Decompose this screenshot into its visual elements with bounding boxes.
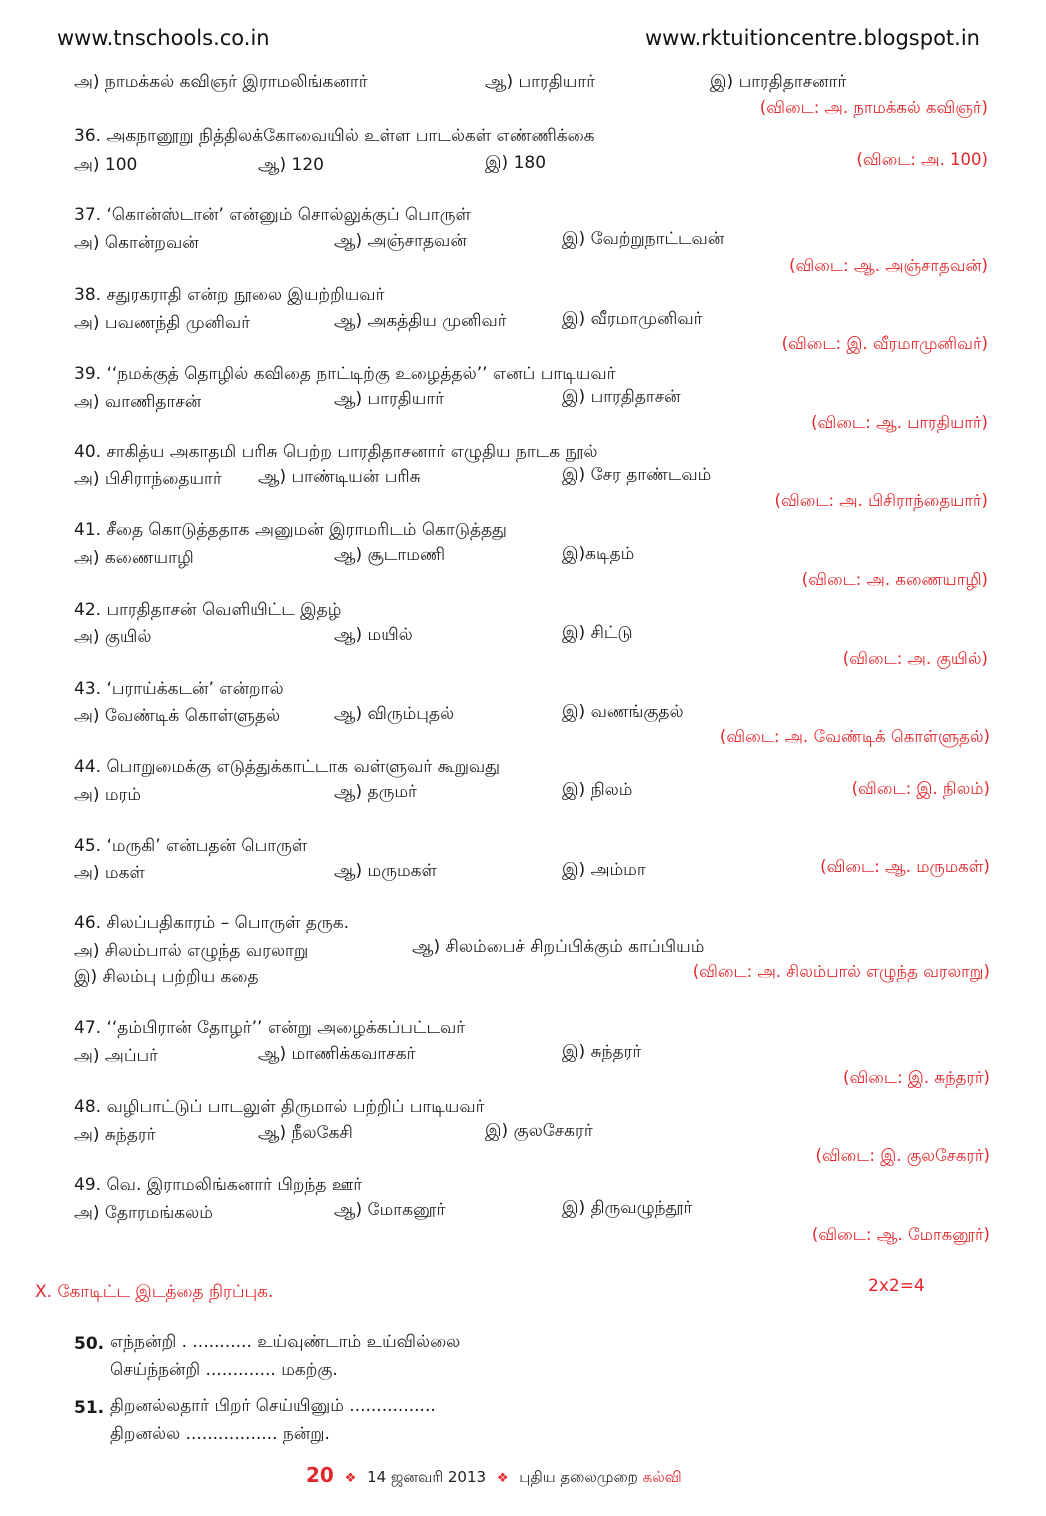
footer-publication: புதிய தலைமுறை: [519, 1468, 638, 1486]
q36-option-a: அ) 100: [74, 155, 138, 175]
q43-option-c: இ) வணங்குதல்: [562, 702, 684, 722]
q43-option-b: ஆ) விரும்புதல்: [334, 704, 455, 724]
q48-option-c: இ) குலசேகரர்: [485, 1121, 593, 1141]
top-option-a: அ) நாமக்கல் கவிஞர் இராமலிங்கனார்: [74, 72, 368, 92]
q42-answer: (விடை: அ. குயில்): [842, 649, 988, 668]
q38-option-b: ஆ) அகத்திய முனிவர்: [334, 311, 507, 331]
q39-option-a: அ) வாணிதாசன்: [74, 392, 202, 412]
page-number: 20: [306, 1463, 334, 1487]
fill-blank-50-number: 50.: [74, 1334, 105, 1354]
q44-option-a: அ) மரம்: [74, 785, 142, 805]
q47-option-c: இ) சுந்தரர்: [562, 1042, 642, 1062]
q47-answer: (விடை: இ. சுந்தரர்): [843, 1068, 990, 1087]
q42-option-c: இ) சிட்டு: [562, 623, 633, 643]
q44-answer: (விடை: இ. நிலம்): [851, 779, 990, 798]
top-answer: (விடை: அ. நாமக்கல் கவிஞர்): [759, 98, 988, 117]
question-38: 38. சதுரகராதி என்ற நூலை இயற்றியவர்: [74, 285, 385, 305]
q42-option-b: ஆ) மயில்: [334, 625, 413, 645]
q43-answer: (விடை: அ. வேண்டிக் கொள்ளுதல்): [719, 727, 990, 746]
q41-option-b: ஆ) சூடாமணி: [334, 545, 446, 565]
header-left-url[interactable]: www.tnschools.co.in: [57, 26, 270, 50]
q41-option-a: அ) கணையாழி: [74, 548, 194, 568]
q39-option-b: ஆ) பாரதியார்: [334, 389, 445, 409]
q39-option-c: இ) பாரதிதாசன்: [562, 387, 681, 407]
q36-answer: (விடை: அ. 100): [856, 150, 988, 169]
question-46: 46. சிலப்பதிகாரம் – பொருள் தருக.: [74, 913, 349, 933]
section-marks: 2x2=4: [868, 1276, 925, 1296]
fill-blank-51-line2: திறனல்ல ................. நன்று.: [110, 1424, 330, 1444]
footer-separator-icon: ❖: [496, 1471, 509, 1486]
q44-option-c: இ) நிலம்: [562, 780, 633, 800]
fill-blank-50-line2: செய்ந்நன்றி ............. மகற்கு.: [110, 1360, 338, 1380]
footer-brand: கல்வி: [642, 1468, 682, 1486]
q40-option-c: இ) சேர தாண்டவம்: [562, 465, 712, 485]
q41-answer: (விடை: அ. கணையாழி): [801, 570, 988, 589]
q46-option-c: இ) சிலம்பு பற்றிய கதை: [74, 967, 259, 987]
header-right-url[interactable]: www.rktuitioncentre.blogspot.in: [645, 26, 980, 50]
footer-separator-icon: ❖: [344, 1471, 357, 1486]
page-footer: [306, 1463, 682, 1488]
q40-answer: (விடை: அ. பிசிராந்தையார்): [774, 491, 988, 510]
q38-option-c: இ) வீரமாமுனிவர்: [562, 309, 703, 329]
q48-option-a: அ) சுந்தரர்: [74, 1125, 156, 1145]
footer-date: 14 ஜனவரி 2013: [367, 1468, 487, 1486]
q45-option-c: இ) அம்மா: [562, 860, 646, 880]
q46-answer: (விடை: அ. சிலம்பால் எழுந்த வரலாறு): [692, 962, 990, 981]
q48-answer: (விடை: இ. குலசேகரர்): [815, 1146, 990, 1165]
question-44: 44. பொறுமைக்கு எடுத்துக்காட்டாக வள்ளுவர் கூறுவது: [74, 757, 500, 777]
question-36: 36. அகநானூறு நித்திலக்கோவையில் உள்ள பாடல்கள் எண்ணிக்கை: [74, 126, 595, 146]
fill-blank-51-number: 51.: [74, 1398, 105, 1418]
q47-option-b: ஆ) மாணிக்கவாசகர்: [258, 1044, 416, 1064]
q37-option-b: ஆ) அஞ்சாதவன்: [334, 231, 467, 251]
top-option-c: இ) பாரதிதாசனார்: [710, 72, 847, 92]
question-43: 43. ‘பராய்க்கடன்’ என்றால்: [74, 679, 284, 699]
q45-answer: (விடை: ஆ. மருமகள்): [820, 857, 990, 876]
q49-option-a: அ) தோரமங்கலம்: [74, 1203, 213, 1223]
fill-blank-51-line1: திறனல்லதார் பிறர் செய்யினும் ................: [110, 1396, 436, 1416]
q36-option-b: ஆ) 120: [258, 155, 324, 175]
q37-option-a: அ) கொன்றவன்: [74, 233, 199, 253]
q40-option-a: அ) பிசிராந்தையார்: [74, 469, 222, 489]
fill-blank-50-line1: எந்நன்றி . ........... உய்வுண்டாம் உய்வில்லை: [110, 1332, 461, 1352]
q49-option-b: ஆ) மோகனூர்: [334, 1200, 446, 1220]
q38-answer: (விடை: இ. வீரமாமுனிவர்): [781, 334, 988, 353]
question-41: 41. சீதை கொடுத்ததாக அனுமன் இராமரிடம் கொடுத்தது: [74, 520, 507, 540]
q46-option-a: அ) சிலம்பால் எழுந்த வரலாறு: [74, 941, 309, 961]
q38-option-a: அ) பவணந்தி முனிவர்: [74, 313, 251, 333]
q49-answer: (விடை: ஆ. மோகனூர்): [811, 1225, 990, 1244]
top-option-b: ஆ) பாரதியார்: [485, 72, 596, 92]
q44-option-b: ஆ) தருமர்: [334, 782, 417, 802]
question-45: 45. ‘மருகி’ என்பதன் பொருள்: [74, 836, 308, 856]
question-48: 48. வழிபாட்டுப் பாடலுள் திருமால் பற்றிப் பாடியவர்: [74, 1097, 485, 1117]
question-40: 40. சாகித்ய அகாதமி பரிசு பெற்ற பாரதிதாசனார் எழுதிய நாடக நூல்: [74, 442, 598, 462]
q49-option-c: இ) திருவழுந்தூர்: [562, 1198, 693, 1218]
question-49: 49. வெ. இராமலிங்கனார் பிறந்த ஊர்: [74, 1175, 363, 1195]
question-42: 42. பாரதிதாசன் வெளியிட்ட இதழ்: [74, 600, 342, 620]
q41-option-c: இ)கடிதம்: [562, 544, 635, 564]
q48-option-b: ஆ) நீலகேசி: [258, 1123, 353, 1143]
question-37: 37. ‘கொன்ஸ்டான்’ என்னும் சொல்லுக்குப் பொருள்: [74, 205, 471, 225]
q37-option-c: இ) வேற்றுநாட்டவன்: [562, 229, 725, 249]
q45-option-b: ஆ) மருமகள்: [334, 861, 437, 881]
q37-answer: (விடை: ஆ. அஞ்சாதவன்): [789, 256, 988, 275]
q43-option-a: அ) வேண்டிக் கொள்ளுதல்: [74, 706, 281, 726]
q45-option-a: அ) மகள்: [74, 863, 145, 883]
q36-option-c: இ) 180: [485, 153, 547, 173]
q42-option-a: அ) குயில்: [74, 627, 152, 647]
q47-option-a: அ) அப்பர்: [74, 1046, 159, 1066]
question-39: 39. ‘‘நமக்குத் தொழில் கவிதை நாட்டிற்கு உழைத்தல்’’ எனப் பாடியவர்: [74, 364, 616, 384]
section-title: X. கோடிட்ட இடத்தை நிரப்புக.: [35, 1282, 274, 1302]
question-47: 47. ‘‘தம்பிரான் தோழர்’’ என்று அழைக்கப்பட்டவர்: [74, 1018, 466, 1038]
q46-option-b: ஆ) சிலம்பைச் சிறப்பிக்கும் காப்பியம்: [412, 937, 705, 957]
q40-option-b: ஆ) பாண்டியன் பரிசு: [258, 467, 421, 487]
q39-answer: (விடை: ஆ. பாரதியார்): [811, 413, 988, 432]
